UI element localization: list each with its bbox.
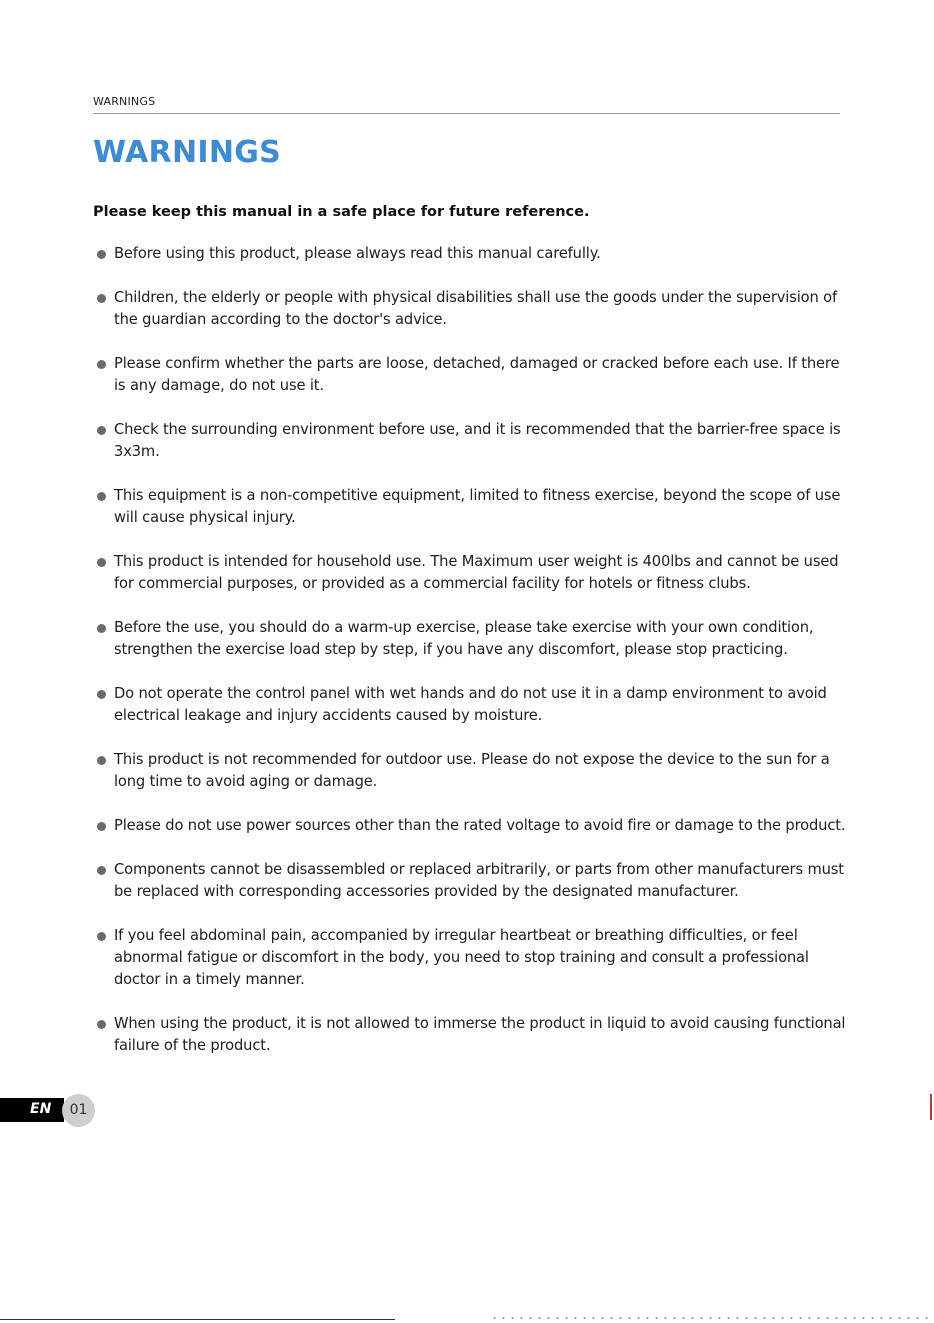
- warning-item: [93, 749, 853, 793]
- intro-note: Please keep this manual in a safe place for future reference.: [93, 204, 590, 220]
- running-header: WARNINGS: [93, 95, 156, 108]
- footer-rule: [0, 1319, 395, 1320]
- bullet-icon: [97, 294, 106, 303]
- warning-text: This product is not recommended for outdoor use. Please do not expose the device to the sun for a long time to avoid aging or damage.: [114, 751, 830, 790]
- bullet-icon: [97, 756, 106, 765]
- warning-text: Check the surrounding environment before use, and it is recommended that the barrier-free space is 3x3m.: [114, 421, 841, 460]
- warning-item: [93, 815, 853, 837]
- warning-item: [93, 617, 853, 661]
- bullet-icon: [97, 250, 106, 259]
- page-title: WARNINGS: [93, 135, 282, 170]
- bullet-icon: [97, 624, 106, 633]
- warning-text: This equipment is a non-competitive equipment, limited to fitness exercise, beyond the scope of use will cause physical injury.: [114, 487, 841, 526]
- warning-item: [93, 353, 853, 397]
- bullet-icon: [97, 932, 106, 941]
- bullet-icon: [97, 866, 106, 875]
- footer-dotted-rule: [490, 1316, 930, 1320]
- bullet-icon: [97, 822, 106, 831]
- warning-text: Components cannot be disassembled or replaced arbitrarily, or parts from other manufacturers must be replaced with corresponding accessories provided by the designated manufacturer.: [114, 861, 844, 900]
- warning-text: This product is intended for household use. The Maximum user weight is 400lbs and cannot be used for commercial purposes, or provided as a commercial facility for hotels or fitness clubs.: [114, 553, 839, 592]
- bullet-icon: [97, 426, 106, 435]
- warning-item: [93, 243, 853, 265]
- language-label: EN: [30, 1101, 52, 1117]
- warning-text: Please confirm whether the parts are loose, detached, damaged or cracked before each use. If there is any damage, do not use it.: [114, 355, 840, 394]
- bullet-icon: [97, 492, 106, 501]
- warning-text: When using the product, it is not allowed to immerse the product in liquid to avoid causing functional failure of the product.: [114, 1015, 846, 1054]
- bullet-icon: [97, 558, 106, 567]
- edge-marker: [930, 1094, 932, 1120]
- warning-item: [93, 419, 853, 463]
- warning-item: [93, 859, 853, 903]
- language-tab: [0, 1098, 64, 1122]
- page-number: 01: [62, 1094, 95, 1127]
- bullet-icon: [97, 1020, 106, 1029]
- warning-item: [93, 485, 853, 529]
- warning-text: Do not operate the control panel with wet hands and do not use it in a damp environment to avoid electrical leakage and injury accidents caused by moisture.: [114, 685, 827, 724]
- warning-item: [93, 1013, 853, 1057]
- warning-item: [93, 287, 853, 331]
- warning-text: Before the use, you should do a warm-up exercise, please take exercise with your own condition, strengthen the exercise load step by step, if you have any discomfort, please stop practicing.: [114, 619, 814, 658]
- header-divider: [93, 113, 840, 114]
- warning-text: Children, the elderly or people with physical disabilities shall use the goods under the supervision of the guardian according to the doctor's advice.: [114, 289, 838, 328]
- bullet-icon: [97, 360, 106, 369]
- warning-item: [93, 551, 853, 595]
- warning-text: If you feel abdominal pain, accompanied by irregular heartbeat or breathing difficulties, or feel abnormal fatigue or discomfort in the body, you need to stop training and consult a professional doctor in a timely manner.: [114, 927, 809, 988]
- warning-item: [93, 683, 853, 727]
- warning-text: Before using this product, please always read this manual carefully.: [114, 245, 601, 262]
- warning-item: [93, 925, 853, 991]
- bullet-icon: [97, 690, 106, 699]
- warning-text: Please do not use power sources other than the rated voltage to avoid fire or damage to the product.: [114, 817, 846, 834]
- warnings-list: [93, 243, 853, 1079]
